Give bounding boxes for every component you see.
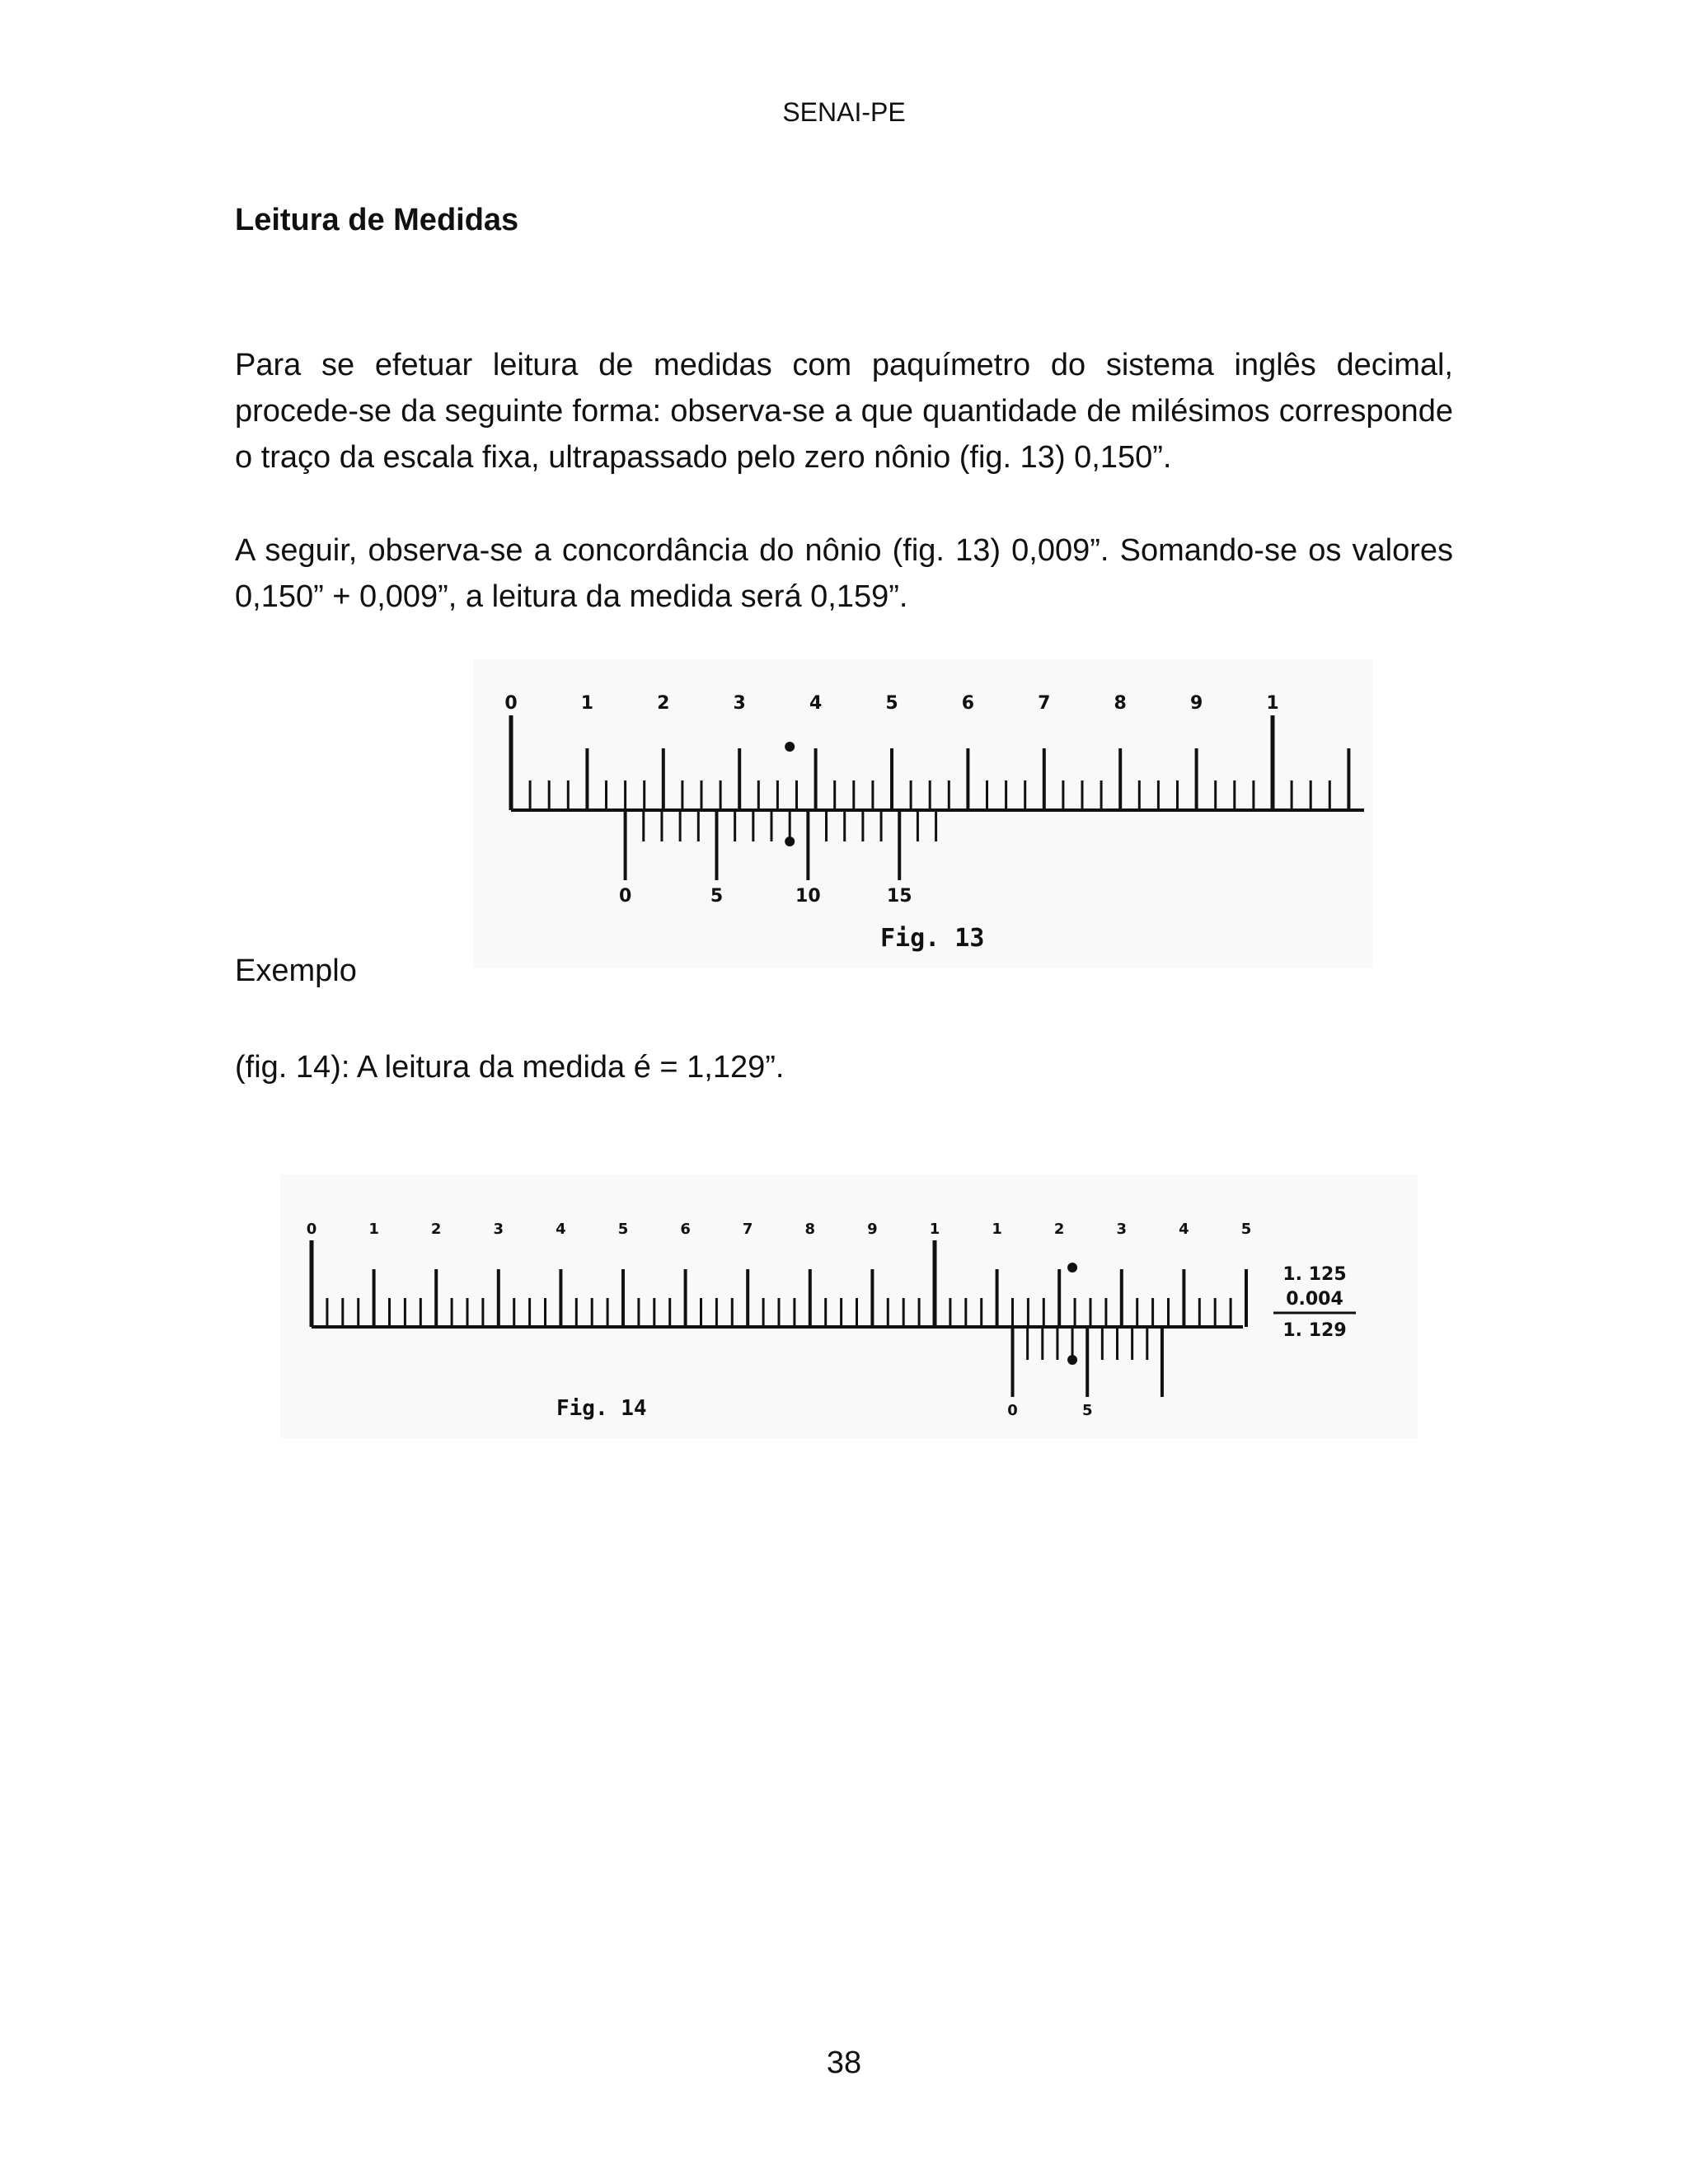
main-scale-label: 1 <box>368 1221 379 1238</box>
coincidence-marker <box>1067 1263 1077 1272</box>
vernier-label: 0 <box>618 886 632 907</box>
main-scale-label: 9 <box>867 1221 878 1238</box>
main-scale-label: 2 <box>657 693 670 714</box>
coincidence-marker <box>785 742 795 752</box>
main-scale-label: 8 <box>1114 693 1127 714</box>
section-title: Leitura de Medidas <box>235 203 519 237</box>
main-scale <box>504 693 1364 810</box>
reading-sum <box>1273 1264 1356 1341</box>
caliper-scale-fig13 <box>474 659 1372 968</box>
example-reading-text: (fig. 14): A leitura da medida é = 1,129”. <box>235 1050 785 1085</box>
main-scale-label: 4 <box>809 693 823 714</box>
fig14-caption: Fig. 14 <box>556 1396 647 1421</box>
main-scale-label: 1 <box>1266 693 1279 714</box>
main-scale-label: 2 <box>430 1221 442 1238</box>
main-scale-label: 1 <box>992 1221 1002 1238</box>
main-scale-label: 6 <box>961 693 975 714</box>
vernier-label: 15 <box>886 886 912 907</box>
main-scale-label: 6 <box>680 1221 691 1238</box>
figure-13 <box>474 659 1372 968</box>
vernier-label: 5 <box>710 886 724 907</box>
main-scale-label: 1 <box>929 1221 940 1238</box>
main-scale-label: 5 <box>617 1221 629 1238</box>
main-scale-label: 3 <box>493 1221 504 1238</box>
vernier-label: 10 <box>795 886 821 907</box>
caliper-scale-fig14 <box>280 1174 1418 1438</box>
figure-14 <box>280 1174 1418 1438</box>
coincidence-marker <box>1067 1355 1077 1365</box>
page-number: 38 <box>826 2046 862 2080</box>
vernier-scale <box>1007 1263 1162 1419</box>
paragraph-reading-procedure: Para se efetuar leitura de medidas com paquímetro do sistema inglês decimal, procede-se da seguinte forma: observa-se a que quantidade de milésimos corresponde o traço da escala fixa, ultrapassado pelo zero nônio (fig. 13) 0,150”. <box>235 348 1453 475</box>
coincidence-marker <box>785 837 795 846</box>
main-scale-label: 4 <box>1179 1221 1189 1238</box>
main-scale-label: 7 <box>1038 693 1051 714</box>
main-scale-label: 2 <box>1053 1221 1065 1238</box>
main-scale-label: 5 <box>1240 1221 1252 1238</box>
fig13-caption: Fig. 13 <box>880 924 985 953</box>
main-scale-label: 7 <box>742 1221 753 1238</box>
main-scale-label: 3 <box>1116 1221 1128 1238</box>
main-scale-label: 4 <box>556 1221 566 1238</box>
page-header: SENAI-PE <box>782 97 906 127</box>
sum-line-vernier: 0.004 <box>1286 1289 1343 1310</box>
vernier-label: 0 <box>1007 1402 1018 1419</box>
main-scale-label: 1 <box>580 693 594 714</box>
main-scale-label: 0 <box>306 1221 317 1238</box>
vernier-label: 5 <box>1081 1402 1093 1419</box>
sum-line-main: 1. 125 <box>1282 1264 1347 1285</box>
sum-line-result: 1. 129 <box>1282 1320 1347 1341</box>
main-scale-label: 9 <box>1189 693 1203 714</box>
vernier-scale <box>619 742 936 907</box>
main-scale-label: 3 <box>733 693 746 714</box>
main-scale-label: 5 <box>885 693 898 714</box>
paragraph-vernier-sum: A seguir, observa-se a concordância do nônio (fig. 13) 0,009”. Somando-se os valores 0,150” + 0,009”, a leitura da medida será 0,159”. <box>235 533 1453 614</box>
main-scale-label: 0 <box>504 693 518 714</box>
example-label: Exemplo <box>235 954 357 988</box>
main-scale-label: 8 <box>804 1221 816 1238</box>
main-scale <box>307 1221 1252 1327</box>
